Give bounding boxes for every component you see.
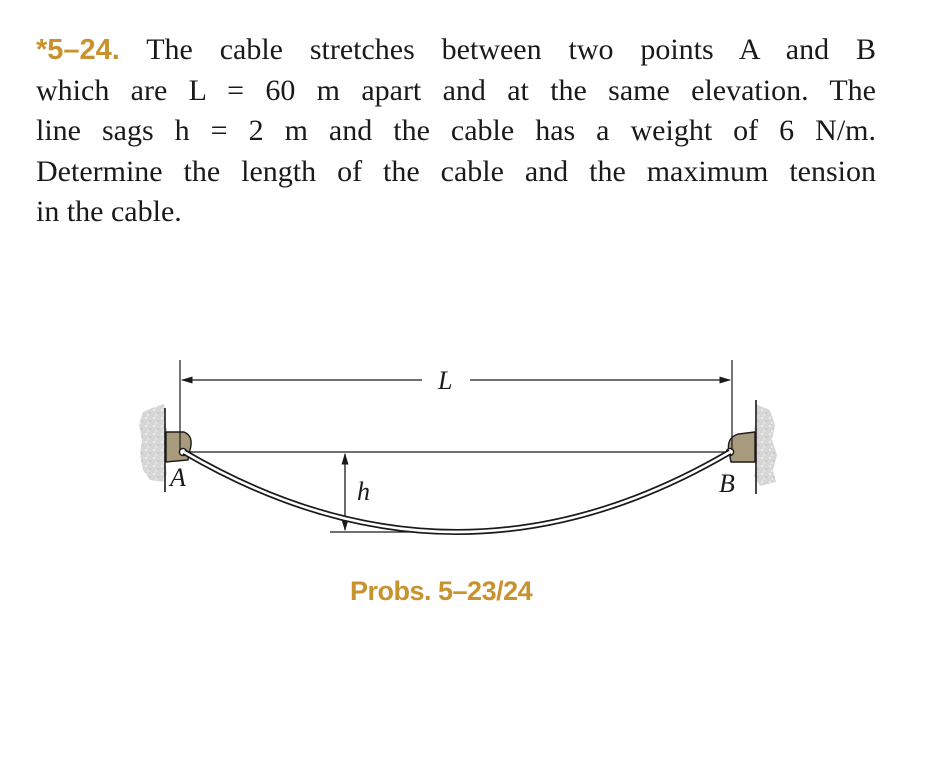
support-a-label: A [170,463,186,492]
span-dimension [180,360,732,450]
left-wall [139,404,168,492]
problem-line-3: line sags h = 2 m and the cable has a weight of 6 N/m. [36,114,876,147]
support-b-label: B [719,469,735,498]
span-label: L [438,366,453,395]
problem-line-2: which are L = 60 m apart and at the same elevation. The [36,73,876,107]
figure-caption: Probs. 5–23/24 [350,576,533,606]
left-bracket [166,432,191,462]
sag-label: h [357,477,370,506]
problem-number: *5–24. [36,34,120,66]
right-wall [754,400,777,494]
problem-line-4: Determine the length of the cable and the maximum tension [36,154,876,188]
problem-line-5: in the cable. [36,195,182,228]
cable [184,452,730,532]
problem-text-1: The cable stretches between two points A and B [146,33,876,66]
